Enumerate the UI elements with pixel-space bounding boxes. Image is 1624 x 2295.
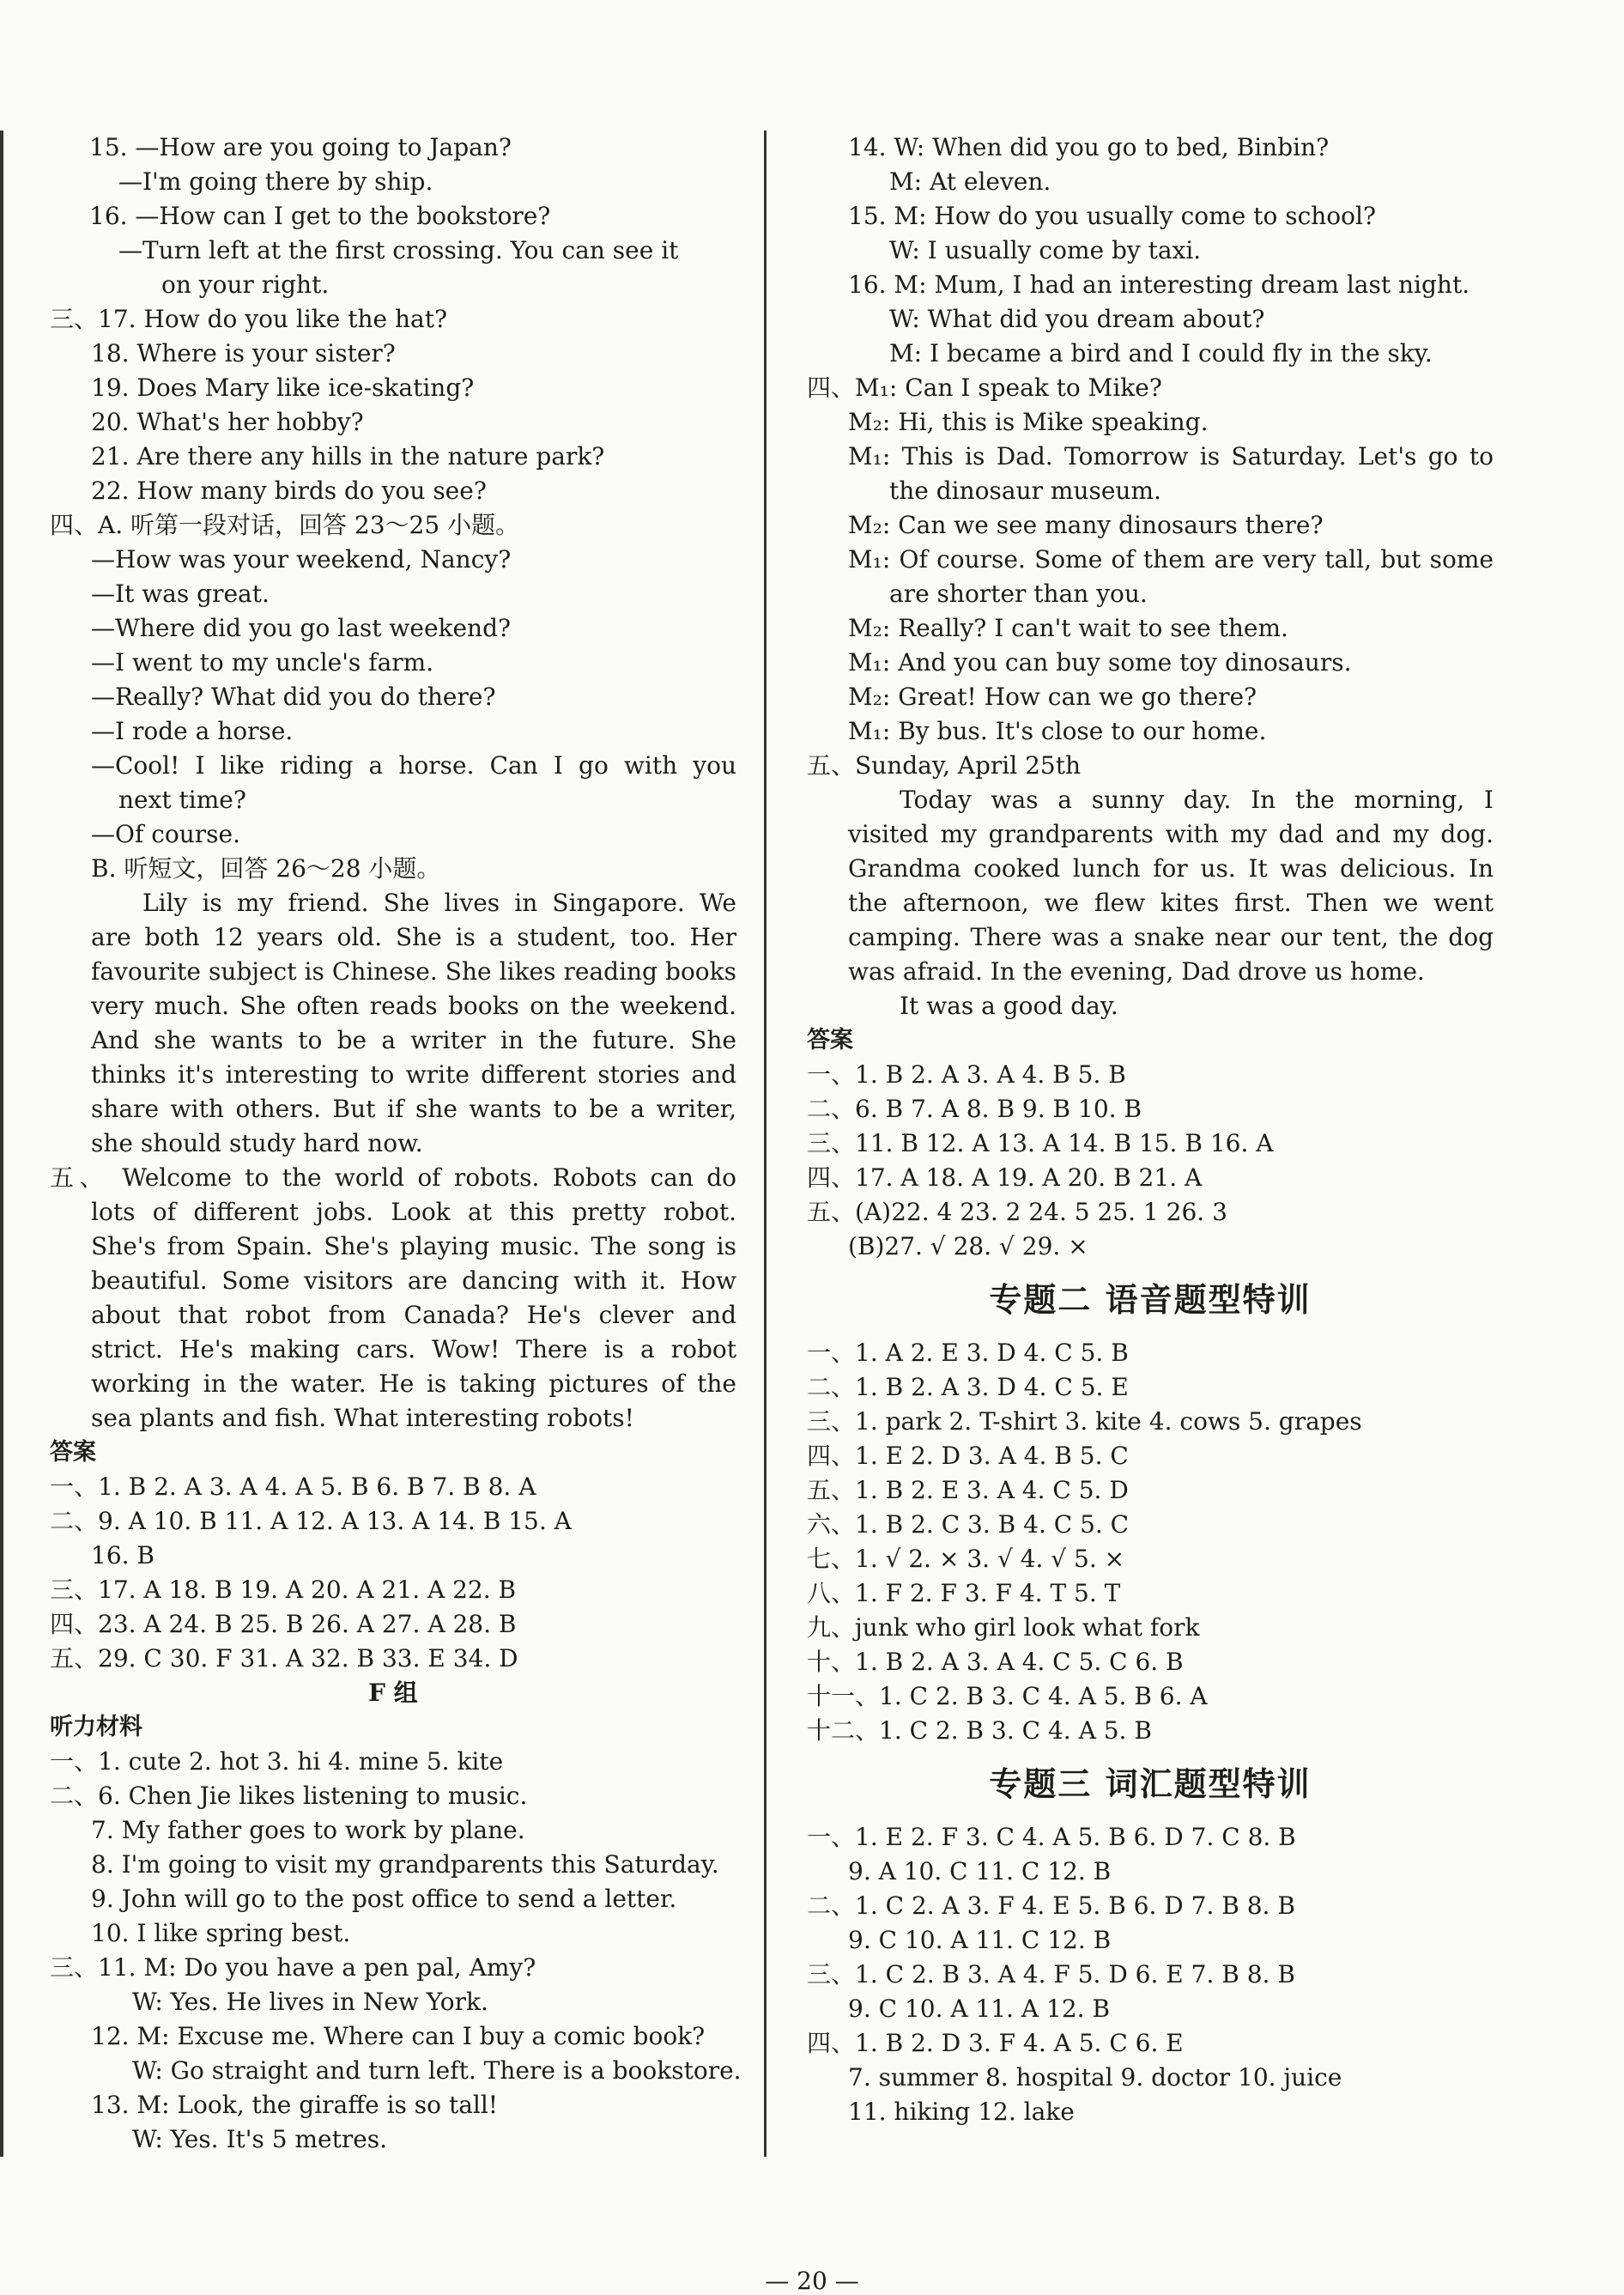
text-line: M₂: Can we see many dinosaurs there? — [848, 511, 1324, 539]
text-line: 二、6. B 7. A 8. B 9. B 10. B — [807, 1095, 1142, 1123]
text-line: 11. hiking 12. lake — [848, 2098, 1075, 2126]
text-line: Lily is my friend. She lives in Singapore. We — [142, 889, 736, 917]
text-line: 十、1. B 2. A 3. A 4. C 5. C 6. B — [807, 1648, 1184, 1676]
text-line: M₁: And you can buy some toy dinosaurs. — [848, 648, 1352, 677]
text-line: 15. —How are you going to Japan? — [89, 133, 512, 161]
text-line: 五、1. B 2. E 3. A 4. C 5. D — [807, 1476, 1129, 1504]
section-heading: 专题二 语音题型特训 — [989, 1281, 1312, 1319]
text-line: 一、1. B 2. A 3. A 4. B 5. B — [807, 1060, 1126, 1089]
text-line: W: I usually come by taxi. — [889, 236, 1202, 264]
text-line: 四、1. B 2. D 3. F 4. A 5. C 6. E — [807, 2029, 1184, 2057]
text-line: the afternoon, we flew kites first. Then we went — [848, 889, 1494, 917]
text-line: 一、1. B 2. A 3. A 4. A 5. B 6. B 7. B 8. A — [50, 1472, 536, 1501]
text-line: 四、23. A 24. B 25. B 26. A 27. A 28. B — [50, 1610, 517, 1638]
text-line: 21. Are there any hills in the nature park? — [91, 442, 605, 471]
text-line: 15. M: How do you usually come to school? — [848, 202, 1376, 230]
column-divider — [764, 131, 767, 2157]
text-line: —Where did you go last weekend? — [91, 614, 512, 642]
text-line: M: I became a bird and I could fly in the sky. — [889, 339, 1433, 367]
text-line: 八、1. F 2. F 3. F 4. T 5. T — [807, 1579, 1121, 1607]
text-line: She's from Spain. She's playing music. The song is — [91, 1232, 736, 1260]
text-line: M₁: By bus. It's close to our home. — [848, 717, 1267, 745]
text-line: —I rode a horse. — [91, 717, 294, 745]
text-line: 二、1. B 2. A 3. D 4. C 5. E — [807, 1373, 1129, 1401]
text-line: M₁: This is Dad. Tomorrow is Saturday. Let's go to — [848, 442, 1494, 471]
text-line: Grandma cooked lunch for us. It was delicious. In — [848, 854, 1494, 883]
block-heading: 答案 — [50, 1439, 96, 1466]
text-line: 十一、1. C 2. B 3. C 4. A 5. B 6. A — [807, 1682, 1208, 1710]
block-heading: 答案 — [807, 1027, 853, 1053]
text-line: 13. M: Look, the giraffe is so tall! — [91, 2091, 499, 2119]
text-line: 二、6. Chen Jie likes listening to music. — [50, 1782, 528, 1810]
text-line: 9. C 10. A 11. A 12. B — [848, 1994, 1111, 2023]
text-line: 9. John will go to the post office to send a letter. — [91, 1885, 677, 1913]
text-line: 五、Sunday, April 25th — [807, 751, 1082, 780]
text-line: (B)27. √ 28. √ 29. × — [848, 1232, 1088, 1260]
text-line: It was a good day. — [900, 992, 1118, 1020]
right-column — [807, 131, 1494, 2129]
top-left-rule — [0, 131, 3, 2157]
text-line: share with others. But if she wants to be a writer, — [91, 1095, 736, 1123]
text-line: 8. I'm going to visit my grandparents this Saturday. — [91, 1850, 719, 1879]
text-line: 12. M: Excuse me. Where can I buy a comic book? — [91, 2022, 706, 2050]
text-line: —Turn left at the first crossing. You can see it — [118, 236, 679, 264]
page-number: — 20 — — [765, 2267, 859, 2295]
text-line: 四、1. E 2. D 3. A 4. B 5. C — [807, 1442, 1129, 1470]
text-line: strict. He's making cars. Wow! There is a robot — [91, 1335, 736, 1363]
text-line: —How was your weekend, Nancy? — [91, 545, 512, 574]
text-line: F 组 — [368, 1679, 418, 1707]
text-line: M₂: Really? I can't wait to see them. — [848, 614, 1288, 642]
text-line: the dinosaur museum. — [889, 477, 1161, 505]
section-heading: 专题三 词汇题型特训 — [989, 1765, 1312, 1803]
text-line: 五、29. C 30. F 31. A 32. B 33. E 34. D — [50, 1644, 518, 1673]
text-line: are both 12 years old. She is a student, too. Her — [91, 923, 736, 951]
text-line: 9. C 10. A 11. C 12. B — [848, 1926, 1112, 1954]
text-line: M₁: Of course. Some of them are very tall, but some — [848, 545, 1494, 574]
text-line: 七、1. √ 2. × 3. √ 4. √ 5. × — [807, 1545, 1125, 1573]
text-line: 22. How many birds do you see? — [91, 477, 487, 505]
text-line: And she wants to be a writer in the future. She — [91, 1026, 736, 1054]
text-line: working in the water. He is taking pictures of the — [91, 1369, 736, 1398]
text-line: M: At eleven. — [889, 167, 1051, 196]
text-line: 9. A 10. C 11. C 12. B — [848, 1857, 1112, 1885]
text-line: Today was a sunny day. In the morning, I — [900, 786, 1494, 814]
text-line: 四、A. 听第一段对话，回答 23～25 小题。 — [50, 511, 520, 539]
text-line: visited my grandparents with my dad and my dog. — [848, 820, 1494, 848]
text-line: —Cool! I like riding a horse. Can I go with you — [91, 751, 736, 780]
text-line: 三、17. A 18. B 19. A 20. A 21. A 22. B — [50, 1576, 517, 1604]
left-column — [50, 131, 742, 2157]
text-line: W: What did you dream about? — [889, 305, 1265, 333]
text-line: —Really? What did you do there? — [91, 683, 496, 711]
text-line: 九、junk who girl look what fork — [807, 1613, 1200, 1642]
text-line: 三、11. B 12. A 13. A 14. B 15. B 16. A — [807, 1129, 1274, 1157]
text-line: 7. summer 8. hospital 9. doctor 10. juice — [848, 2063, 1342, 2092]
text-line: 四、17. A 18. A 19. A 20. B 21. A — [807, 1163, 1203, 1192]
text-line: sea plants and fish. What interesting robots! — [91, 1404, 634, 1432]
text-line: 六、1. B 2. C 3. B 4. C 5. C — [807, 1510, 1130, 1539]
text-line: 二、1. C 2. A 3. F 4. E 5. B 6. D 7. B 8. B — [807, 1891, 1295, 1920]
text-line: 16. —How can I get to the bookstore? — [89, 202, 551, 230]
text-line: W: Yes. He lives in New York. — [132, 1988, 488, 2016]
text-line: 四、M₁: Can I speak to Mike? — [807, 373, 1162, 402]
text-line: are shorter than you. — [889, 580, 1148, 608]
text-line: 7. My father goes to work by plane. — [91, 1816, 525, 1844]
text-line: 20. What's her hobby? — [91, 408, 364, 436]
text-line: —I'm going there by ship. — [118, 167, 433, 196]
text-line: 10. I like spring best. — [91, 1919, 351, 1947]
text-line: 19. Does Mary like ice-skating? — [91, 373, 475, 402]
text-line: 16. M: Mum, I had an interesting dream last night. — [848, 270, 1470, 299]
block-heading: 听力材料 — [50, 1714, 142, 1740]
text-line: 三、1. park 2. T-shirt 3. kite 4. cows 5. grapes — [807, 1407, 1362, 1436]
text-line: lots of different jobs. Look at this pretty robot. — [91, 1198, 736, 1226]
text-line: was afraid. In the evening, Dad drove us home. — [848, 957, 1425, 986]
text-line: —It was great. — [91, 580, 270, 608]
text-line: about that robot from Canada? He's clever and — [91, 1301, 736, 1329]
text-line: camping. There was a snake near our tent, the dog — [848, 923, 1494, 951]
text-line: beautiful. Some visitors are dancing with it. How — [91, 1266, 736, 1295]
text-line: she should study hard now. — [91, 1129, 423, 1157]
text-line: W: Yes. It's 5 metres. — [132, 2125, 388, 2153]
text-line: very much. She often reads books on the weekend. — [91, 992, 736, 1020]
text-line: favourite subject is Chinese. She likes reading books — [91, 957, 736, 986]
text-line: B. 听短文，回答 26～28 小题。 — [91, 854, 441, 883]
text-line: M₂: Great! How can we go there? — [848, 683, 1257, 711]
text-line: 五、(A)22. 4 23. 2 24. 5 25. 1 26. 3 — [807, 1198, 1227, 1226]
text-line: —Of course. — [91, 820, 241, 848]
text-line: 五、 Welcome to the world of robots. Robots can do — [50, 1163, 736, 1192]
text-line: 一、1. E 2. F 3. C 4. A 5. B 6. D 7. C 8. B — [807, 1823, 1296, 1851]
text-line: next time? — [118, 786, 246, 814]
text-line: —I went to my uncle's farm. — [91, 648, 434, 677]
text-line: 三、11. M: Do you have a pen pal, Amy? — [50, 1953, 536, 1982]
text-line: 14. W: When did you go to bed, Binbin? — [848, 133, 1330, 161]
text-line: 一、1. A 2. E 3. D 4. C 5. B — [807, 1339, 1129, 1367]
text-line: 三、1. C 2. B 3. A 4. F 5. D 6. E 7. B 8. B — [807, 1960, 1295, 1988]
text-line: 三、17. How do you like the hat? — [50, 305, 447, 333]
text-line: 十二、1. C 2. B 3. C 4. A 5. B — [807, 1716, 1152, 1745]
text-line: thinks it's interesting to write different stories and — [91, 1060, 736, 1089]
text-line: 二、9. A 10. B 11. A 12. A 13. A 14. B 15. A — [50, 1507, 572, 1535]
text-line: on your right. — [161, 270, 330, 299]
text-line: 16. B — [91, 1541, 155, 1569]
text-line: M₂: Hi, this is Mike speaking. — [848, 408, 1209, 436]
text-line: 一、1. cute 2. hot 3. hi 4. mine 5. kite — [50, 1747, 504, 1776]
text-line: 18. Where is your sister? — [91, 339, 396, 367]
text-line: W: Go straight and turn left. There is a bookstore. — [132, 2056, 742, 2085]
